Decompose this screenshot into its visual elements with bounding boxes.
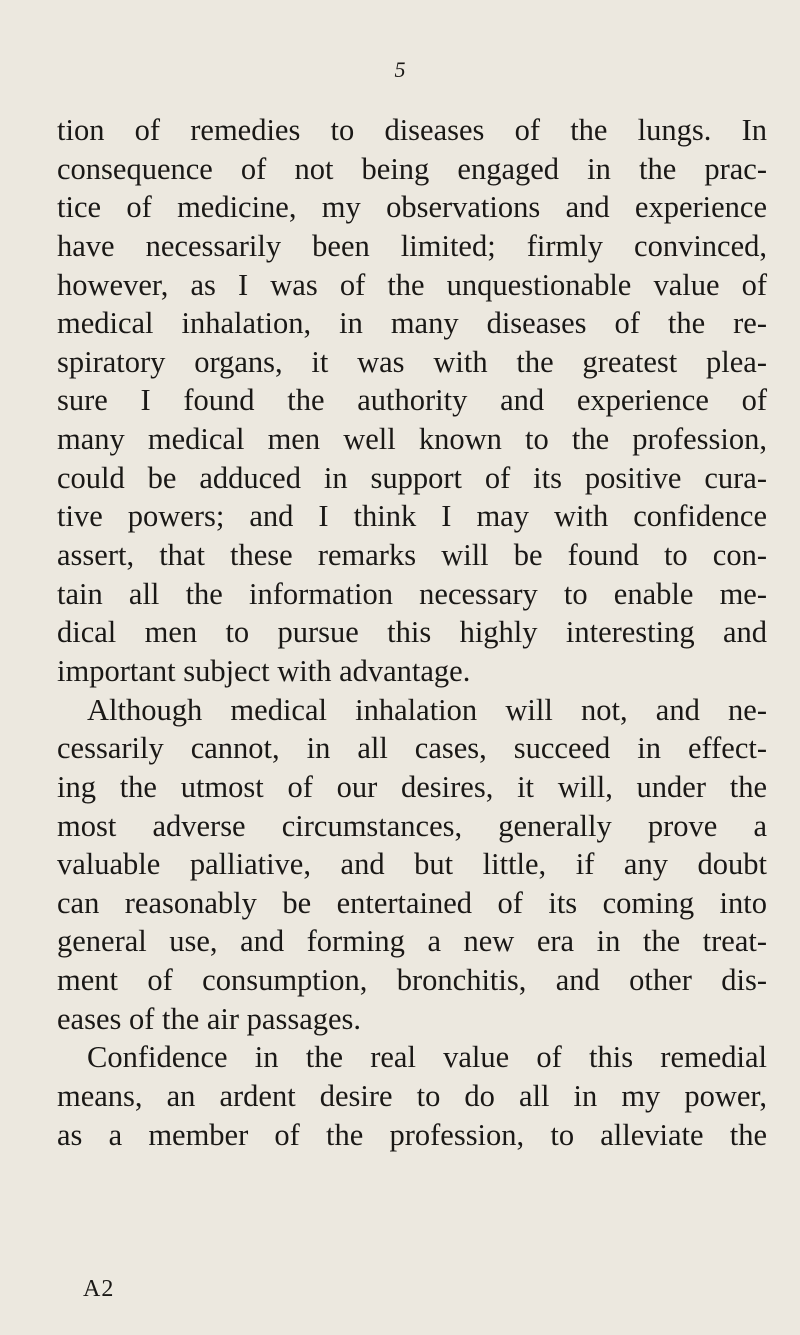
text-line: valuable palliative, and but little, if any doubt [57, 847, 767, 882]
text-line: cessarily cannot, in all cases, succeed in effect- [57, 731, 767, 766]
text-line: medical inhalation, in many diseases of the re- [57, 306, 767, 341]
signature-mark: A2 [83, 1276, 115, 1302]
paragraph-start-line: Confidence in the real value of this remedial [87, 1040, 767, 1075]
text-line: could be adduced in support of its positive cura- [57, 460, 767, 495]
text-line: dical men to pursue this highly interesting and [57, 615, 767, 650]
text-line: have necessarily been limited; firmly convinced, [57, 228, 767, 263]
text-line: tion of remedies to diseases of the lungs. In [57, 113, 767, 147]
text-line: ing the utmost of our desires, it will, under the [57, 769, 767, 804]
text-line: spiratory organs, it was with the greatest plea- [57, 344, 767, 379]
paragraph-end-line: important subject with advantage. [57, 653, 471, 688]
text-line: can reasonably be entertained of its coming into [57, 885, 767, 920]
paragraph-end-line: eases of the air passages. [57, 1001, 362, 1036]
text-line: assert, that these remarks will be found to con- [57, 538, 767, 573]
paragraph-start-line: Although medical inhalation will not, and ne- [87, 692, 767, 727]
text-line: many medical men well known to the profession, [57, 422, 767, 457]
body-text [57, 111, 767, 1154]
page-number: 5 [394, 57, 406, 82]
text-line: most adverse circumstances, generally prove a [57, 808, 767, 843]
text-line: tice of medicine, my observations and experience [57, 190, 767, 225]
text-line: consequence of not being engaged in the prac- [57, 151, 767, 186]
text-line: general use, and forming a new era in the treat- [57, 924, 767, 959]
text-line: tive powers; and I think I may with confidence [57, 499, 767, 534]
text-line: sure I found the authority and experience of [57, 383, 767, 418]
text-line: as a member of the profession, to alleviate the [57, 1117, 767, 1152]
text-line: tain all the information necessary to enable me- [57, 576, 767, 611]
text-line: however, as I was of the unquestionable value of [57, 267, 767, 302]
text-line: ment of consumption, bronchitis, and other dis- [57, 963, 767, 998]
text-line: means, an ardent desire to do all in my power, [57, 1079, 767, 1114]
